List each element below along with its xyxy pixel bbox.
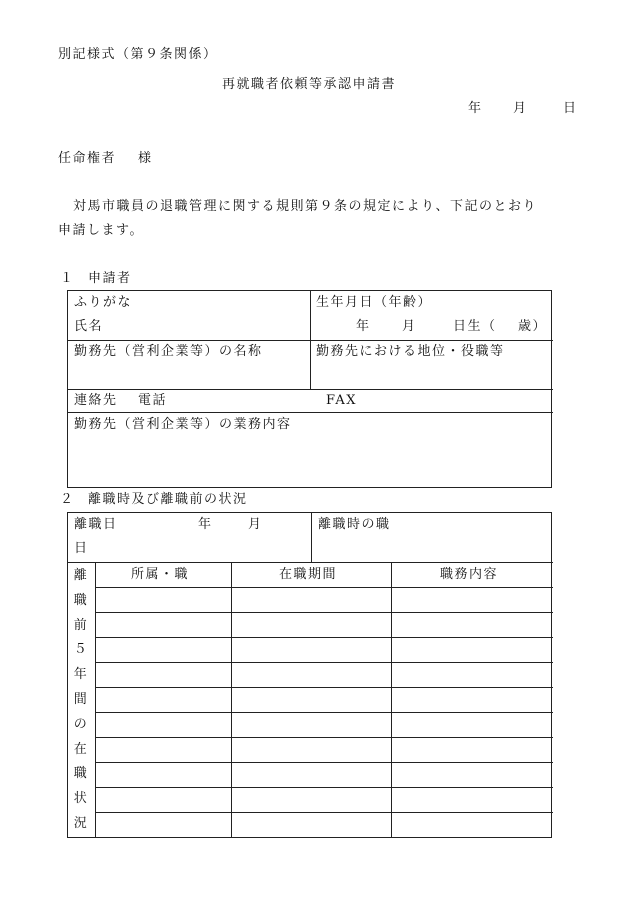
leave-day-label: 日 [74,541,89,556]
birth-age-label: 歳） [518,319,548,334]
fax-label: FAX [326,393,358,408]
divider [310,291,311,389]
phone-label: 電話 [138,393,168,408]
contact-label: 連絡先 [74,393,118,408]
row-divider [95,587,553,588]
vertical-char: 前 [73,617,89,633]
vertical-char: 職 [73,592,89,608]
birth-day-label: 日生（ [453,319,497,334]
vertical-char: 職 [73,766,89,782]
divider [68,412,553,413]
addressee-honorific: 様 [138,151,153,166]
date-day-label: 日 [563,101,578,116]
row-divider [95,812,553,813]
row-divider [95,712,553,713]
vertical-char: の [73,716,89,732]
section1-number: １ [60,271,75,286]
row-divider [95,762,553,763]
vertical-char: ５ [73,642,89,658]
leave-year-label: 年 [198,517,213,532]
leave-date-label: 離職日 [74,517,118,532]
divider [391,562,392,837]
employer-name-label: 勤務先（営利企業等）の名称 [74,344,263,359]
row-divider [95,687,553,688]
row-divider [95,637,553,638]
row-divider [95,737,553,738]
divider [68,562,553,563]
business-content-label: 勤務先（営利企業等）の業務内容 [74,417,292,432]
vertical-char: 間 [73,691,89,707]
column-header-duties: 職務内容 [440,567,499,582]
form-label: 別記様式（第９条関係） [58,47,218,62]
section2-heading: 離職時及び離職前の状況 [88,492,248,507]
vertical-char: 在 [73,741,89,757]
leave-position-label: 離職時の職 [318,517,391,532]
vertical-char: 離 [73,568,89,583]
addressee-name: 任命権者 [58,151,117,166]
employer-position-label: 勤務先における地位・役職等 [316,344,505,359]
divider [95,562,96,837]
column-header-period: 在職期間 [279,567,338,582]
employment-history-table [67,512,552,838]
leave-month-label: 月 [248,517,263,532]
birthdate-label: 生年月日（年齢） [316,295,433,310]
section2-number: ２ [60,492,75,507]
row-divider [95,612,553,613]
name-label: 氏名 [74,319,104,334]
vertical-char: 況 [73,815,89,831]
date-year-label: 年 [468,101,483,116]
date-month-label: 月 [513,101,528,116]
vertical-char: 状 [73,791,89,807]
divider [68,389,553,390]
birth-year-label: 年 [356,319,371,334]
birth-month-label: 月 [402,319,417,334]
row-divider [95,662,553,663]
divider [231,562,232,837]
body-line-1: 対馬市職員の退職管理に関する規則第９条の規定により、下記のとおり [73,199,538,214]
vertical-side-label [71,564,91,837]
section1-heading: 申請者 [88,271,132,286]
body-line-2: 申請します。 [58,223,144,238]
document-title: 再就職者依頼等承認申請書 [222,77,397,92]
vertical-char: 年 [73,667,89,683]
row-divider [95,787,553,788]
applicant-table [67,290,552,488]
furigana-label: ふりがな [74,295,133,310]
column-header-affiliation: 所属・職 [131,567,190,582]
divider [311,513,312,562]
